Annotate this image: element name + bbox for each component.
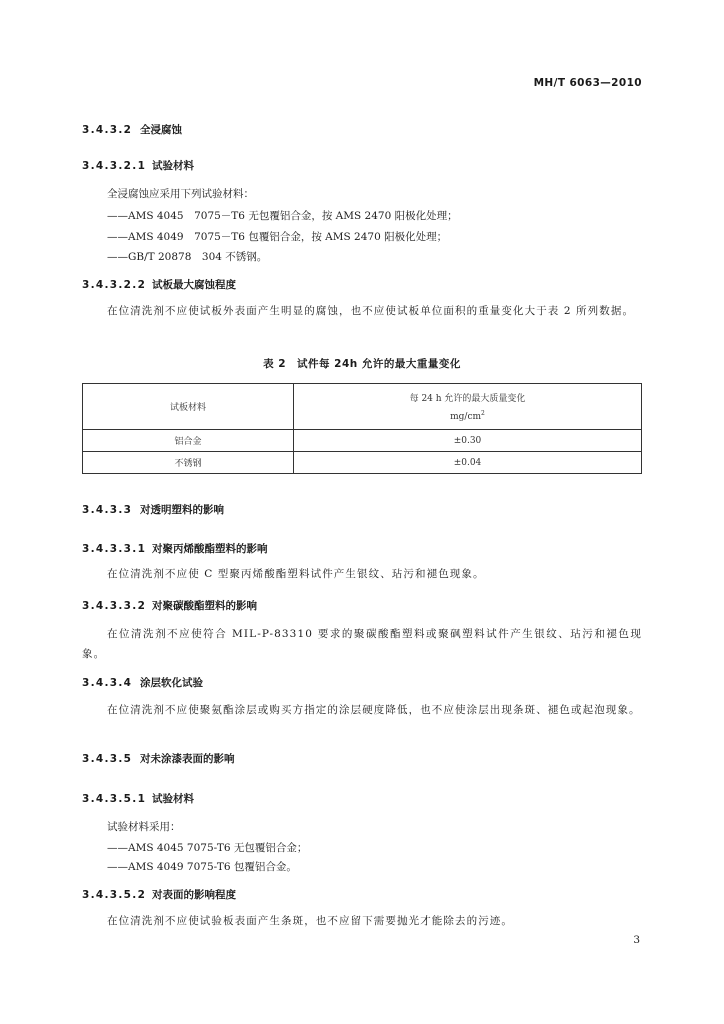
material-item: ——AMS 4045 7075-T6 无包覆铝合金；	[107, 842, 308, 854]
section-heading-3-4-3-2	[82, 122, 182, 137]
table-header-unit-line	[294, 410, 641, 422]
section-number: 3.4.3.5.2	[82, 889, 147, 901]
unit-superscript: 2	[481, 410, 485, 417]
table-row	[83, 452, 642, 474]
section-title: 试验材料	[152, 793, 194, 805]
section-heading-3-4-3-2-1	[82, 158, 194, 173]
section-number: 3.4.3.2	[82, 124, 133, 136]
section-heading-3-4-3-3-1	[82, 541, 268, 556]
section-heading-3-4-3-5	[82, 751, 235, 766]
table-header-cell: 试板材料	[83, 384, 294, 430]
table-row	[83, 430, 642, 452]
unit-text: mg/cm	[450, 412, 482, 422]
section-heading-3-4-3-2-2	[82, 277, 236, 292]
coating-requirement-text: 在位清洗剂不应使聚氨酯涂层或购买方指定的涂层硬度降低，也不应使涂层出现条斑、褪色或起泡现象。	[107, 704, 641, 716]
weight-change-table	[82, 383, 642, 474]
section-number: 3.4.3.3.2	[82, 600, 147, 612]
section-heading-3-4-3-5-1	[82, 791, 194, 806]
surface-requirement-text: 在位清洗剂不应使试验板表面产生条斑，也不应留下需要抛光才能除去的污迹。	[107, 915, 513, 927]
table-cell-material: 不锈钢	[83, 452, 294, 474]
corrosion-requirement-text: 在位清洗剂不应使试板外表面产生明显的腐蚀，也不应使试板单位面积的重量变化大于表 2 所列数据。	[107, 305, 635, 317]
section-number: 3.4.3.4	[82, 677, 133, 689]
section-title: 全浸腐蚀	[140, 124, 182, 136]
table-cell-material: 铝合金	[83, 430, 294, 452]
section-title: 对聚丙烯酸酯塑料的影响	[152, 543, 268, 555]
section-number: 3.4.3.5	[82, 753, 133, 765]
section-number: 3.4.3.3.1	[82, 543, 147, 555]
material-item: ——AMS 4049 7075－T6 包覆铝合金，按 AMS 2470 阳极化处理；	[107, 231, 448, 243]
section-title: 涂层软化试验	[140, 677, 203, 689]
document-header-id: MH/T 6063—2010	[533, 77, 642, 89]
section-number: 3.4.3.2.1	[82, 160, 147, 172]
section-heading-3-4-3-4	[82, 675, 203, 690]
materials-intro: 全浸腐蚀应采用下列试验材料：	[107, 188, 254, 200]
page-number: 3	[633, 934, 640, 946]
table-caption: 表 2 试件每 24h 允许的最大重量变化	[263, 358, 461, 370]
table-header-line: 每 24 h 允许的最大质量变化	[409, 394, 526, 404]
table-cell-value: ±0.30	[294, 430, 642, 452]
section-title: 对表面的影响程度	[152, 889, 236, 901]
section-title: 对聚碳酸酯塑料的影响	[152, 600, 257, 612]
material-item: ——AMS 4045 7075－T6 无包覆铝合金，按 AMS 2470 阳极化处理；	[107, 210, 458, 222]
section-number: 3.4.3.2.2	[82, 279, 147, 291]
materials-intro: 试验材料采用：	[107, 821, 181, 833]
section-number: 3.4.3.3	[82, 504, 133, 516]
polycarbonate-requirement-text: 在位清洗剂不应使符合 MIL-P-83310 要求的聚碳酸酯塑料或聚砜塑料试件产生银纹、玷污和褪色现象。	[82, 628, 642, 660]
section-title: 对未涂漆表面的影响	[140, 753, 235, 765]
material-item: ——GB/T 20878 304 不锈钢。	[107, 251, 268, 263]
acrylic-requirement-text: 在位清洗剂不应使 C 型聚丙烯酸酯塑料试件产生银纹、玷污和褪色现象。	[107, 568, 485, 580]
table-header-row	[83, 384, 642, 430]
section-title: 试板最大腐蚀程度	[152, 279, 236, 291]
section-heading-3-4-3-3	[82, 502, 224, 517]
section-heading-3-4-3-3-2	[82, 598, 257, 613]
table-header-cell	[294, 384, 642, 430]
section-number: 3.4.3.5.1	[82, 793, 147, 805]
section-title: 试验材料	[152, 160, 194, 172]
section-title: 对透明塑料的影响	[140, 504, 224, 516]
material-item: ——AMS 4049 7075-T6 包覆铝合金。	[107, 861, 297, 873]
table-cell-value: ±0.04	[294, 452, 642, 474]
section-heading-3-4-3-5-2	[82, 887, 236, 902]
